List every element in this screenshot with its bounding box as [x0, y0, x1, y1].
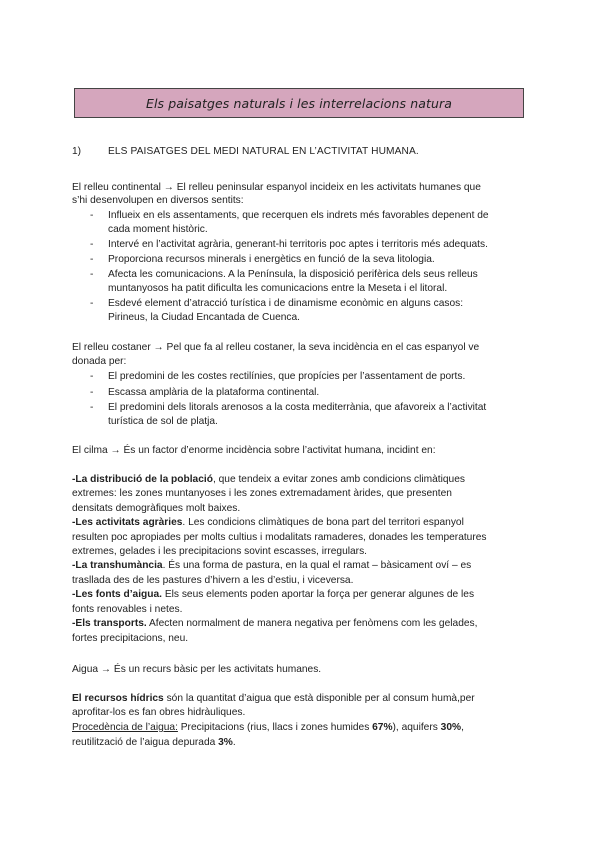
- bullet-dash: -: [90, 402, 94, 413]
- procedencia-aigua-line: reutilització de l’aigua depurada 3%.: [72, 737, 236, 748]
- list-item: El predomini dels litorals arenosos a la costa mediterrània, que afavoreix a l’activitat: [108, 402, 487, 413]
- bullet-dash: -: [90, 239, 94, 250]
- clima-paragraph: -Les fonts d’aigua. Els seus elements poden aportar la força per generar algunes de les: [72, 589, 475, 600]
- document-title: Els paisatges naturals i les interrelacions natura: [145, 95, 453, 111]
- bullet-dash: -: [90, 371, 94, 382]
- list-item: Esdevé element d’atracció turística i de dinamisme econòmic en alguns casos:: [108, 298, 464, 309]
- bullet-dash: -: [90, 210, 94, 221]
- bullet-dash: -: [90, 298, 94, 309]
- section-number: 1): [72, 146, 82, 157]
- recursos-hidrics-line: aprofitar-los es fan obres hidràuliques.: [72, 707, 246, 718]
- recursos-hidrics-paragraph: El recursos hídrics són la quantitat d’aigua que està disponible per al consum humà,per: [72, 693, 475, 704]
- list-item: Proporciona recursos minerals i energètics en funció de la seva litologia.: [108, 254, 435, 265]
- clima-intro: El cilma → És un factor d’enorme incidència sobre l’activitat humana, incidint en:: [72, 445, 436, 456]
- relleu-costaner-intro: El relleu costaner → Pel que fa al relleu costaner, la seva incidència en el cas espanyol ve: [72, 342, 480, 353]
- title-banner: [74, 88, 524, 118]
- clima-paragraph-line: extremes: les zones muntanyoses i les zones extremadament àrides, que presenten: [72, 488, 452, 499]
- clima-paragraph-line: trasllada des de les pastures d’hivern a les d’estiu, i viceversa.: [72, 575, 354, 586]
- aigua-intro: Aigua → És un recurs bàsic per les activitats humanes.: [72, 664, 322, 675]
- list-item-cont: Pirineus, la Ciudad Encantada de Cuenca.: [108, 312, 300, 323]
- bullet-dash: -: [90, 269, 94, 280]
- relleu-continental-intro: El relleu continental → El relleu peninsular espanyol incideix en les activitats humanes que: [72, 182, 481, 193]
- list-item: Afecta les comunicacions. A la Península, la disposició perifèrica dels seus relleus: [108, 269, 478, 280]
- clima-paragraph: -La transhumància. És una forma de pastura, en la qual el ramat – bàsicament oví – es: [72, 560, 472, 571]
- clima-paragraph-line: resulten poc apropiades per molts cultius i modalitats ramaderes, donades les temperatures: [72, 532, 487, 543]
- clima-paragraph: -Les activitats agràries. Les condicions climàtiques de bona part del territori espanyol: [72, 517, 464, 528]
- bullet-dash: -: [90, 254, 94, 265]
- section-heading: ELS PAISATGES DEL MEDI NATURAL EN L’ACTIVITAT HUMANA.: [108, 146, 419, 157]
- bullet-dash: -: [90, 387, 94, 398]
- relleu-costaner-intro-cont: donada per:: [72, 356, 127, 367]
- list-item-cont: muntanyosos ha patit dificulta les comunicacions entre la Meseta i el litoral.: [108, 283, 448, 294]
- list-item-cont: turística de sol de platja.: [108, 416, 218, 427]
- clima-paragraph-line: fortes precipitacions, neu.: [72, 633, 189, 644]
- list-item: Influeix en els assentaments, que recerquen els indrets més favorables depenent de: [108, 210, 489, 221]
- clima-paragraph-line: extremes, gelades i les precipitacions sovint escasses, irregulars.: [72, 546, 367, 557]
- relleu-continental-intro-cont: s’hi desenvolupen en diversos sentits:: [72, 195, 244, 206]
- clima-paragraph: -La distribució de la població, que tendeix a evitar zones amb condicions climàtiques: [72, 474, 465, 485]
- clima-paragraph: -Els transports. Afecten normalment de manera negativa per fenòmens com les gelades,: [72, 618, 478, 629]
- procedencia-aigua: Procedència de l’aigua: Precipitacions (rius, llacs i zones humides 67%), aquifers 30%,: [72, 722, 464, 733]
- list-item: Escassa amplària de la plataforma continental.: [108, 387, 320, 398]
- list-item-cont: cada moment històric.: [108, 224, 208, 235]
- clima-paragraph-line: fonts renovables i netes.: [72, 604, 183, 615]
- list-item: El predomini de les costes rectilínies, que propícies per l’assentament de ports.: [108, 371, 466, 382]
- clima-paragraph-line: densitats demogràfiques molt baixes.: [72, 503, 241, 514]
- list-item: Intervé en l’activitat agrària, generant-hi territoris poc aptes i territoris més adequats.: [108, 239, 488, 250]
